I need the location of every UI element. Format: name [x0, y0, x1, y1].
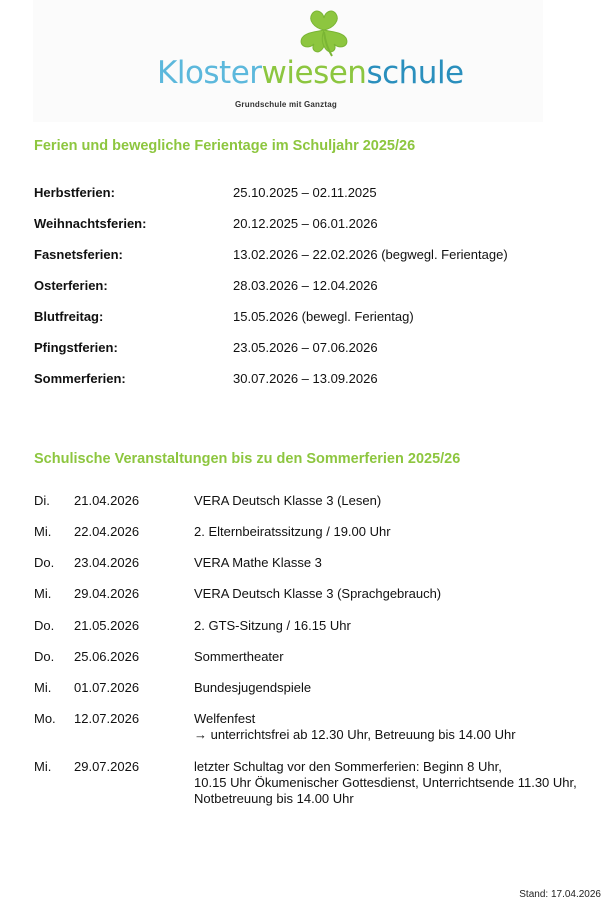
- holiday-row: [0, 340, 615, 360]
- event-date: 25.06.2026: [74, 649, 140, 664]
- event-description-line: VERA Deutsch Klasse 3 (Lesen): [194, 493, 382, 508]
- event-description-line: 2. Elternbeiratssitzung / 19.00 Uhr: [194, 524, 391, 539]
- event-description-line: letzter Schultag vor den Sommerferien: Beginn 8 Uhr,: [194, 759, 502, 774]
- holiday-label: Pfingstferien:: [34, 340, 118, 355]
- event-description-line: VERA Deutsch Klasse 3 (Sprachgebrauch): [194, 586, 442, 601]
- holidays-title: Ferien und bewegliche Ferientage im Schuljahr 2025/26: [34, 138, 416, 154]
- holiday-row: [0, 216, 615, 236]
- holiday-row: [0, 278, 615, 298]
- logo-tagline: Grundschule mit Ganztag: [235, 100, 337, 109]
- event-description-line: 10.15 Uhr Ökumenischer Gottesdienst, Unterrichtsende 11.30 Uhr,: [194, 775, 577, 790]
- event-date: 29.07.2026: [74, 759, 140, 774]
- event-description: [194, 493, 599, 509]
- holiday-dates: 23.05.2026 – 07.06.2026: [233, 340, 378, 355]
- holiday-label: Fasnetsferien:: [34, 247, 123, 262]
- logo-wordmark-part-1: Kloster: [157, 55, 262, 91]
- event-weekday: Di.: [34, 493, 50, 508]
- event-description-line: Notbetreuung bis 14.00 Uhr: [194, 791, 354, 806]
- event-date: 01.07.2026: [74, 680, 140, 695]
- events-title: Schulische Veranstaltungen bis zu den Sommerferien 2025/26: [34, 451, 461, 467]
- event-description: [194, 524, 599, 540]
- event-description: [194, 680, 599, 696]
- logo-wordmark: [157, 55, 464, 91]
- logo-wordmark-part-3: schule: [366, 55, 464, 91]
- document-date-stamp: Stand: 17.04.2026: [519, 889, 601, 900]
- holiday-row: [0, 247, 615, 267]
- holiday-dates: 15.05.2026 (bewegl. Ferientag): [233, 309, 414, 324]
- event-description: [194, 555, 599, 571]
- holiday-dates: 28.03.2026 – 12.04.2026: [233, 278, 378, 293]
- event-date: 21.05.2026: [74, 618, 140, 633]
- event-date: 21.04.2026: [74, 493, 140, 508]
- holiday-label: Weihnachtsferien:: [34, 216, 147, 231]
- event-date: 23.04.2026: [74, 555, 140, 570]
- event-weekday: Do.: [34, 555, 55, 570]
- event-date: 12.07.2026: [74, 711, 140, 726]
- school-logo: [0, 0, 615, 122]
- holiday-row: [0, 185, 615, 205]
- holiday-dates: 13.02.2026 – 22.02.2026 (begwegl. Ferientage): [233, 247, 508, 262]
- event-weekday: Mo.: [34, 711, 56, 726]
- event-date: 22.04.2026: [74, 524, 140, 539]
- event-weekday: Mi.: [34, 759, 52, 774]
- event-weekday: Mi.: [34, 680, 52, 695]
- event-description-line: 2. GTS-Sitzung / 16.15 Uhr: [194, 618, 351, 633]
- holiday-label: Osterferien:: [34, 278, 108, 293]
- event-description-line: VERA Mathe Klasse 3: [194, 555, 322, 570]
- clover-icon: [296, 6, 352, 58]
- event-description: [194, 711, 599, 743]
- holiday-dates: 30.07.2026 – 13.09.2026: [233, 371, 378, 386]
- event-description: [194, 649, 599, 665]
- event-description-line: Sommertheater: [194, 649, 284, 664]
- holiday-label: Blutfreitag:: [34, 309, 104, 324]
- holiday-dates: 25.10.2025 – 02.11.2025: [233, 185, 377, 200]
- event-description: [194, 586, 599, 602]
- holiday-row: [0, 309, 615, 329]
- event-weekday: Do.: [34, 649, 55, 664]
- holiday-label: Herbstferien:: [34, 185, 115, 200]
- event-description: [194, 618, 599, 634]
- event-description-line: Bundesjugendspiele: [194, 680, 312, 695]
- event-weekday: Mi.: [34, 524, 52, 539]
- event-description: [194, 759, 599, 807]
- holiday-row: [0, 371, 615, 391]
- event-date: 29.04.2026: [74, 586, 140, 601]
- holiday-label: Sommerferien:: [34, 371, 126, 386]
- event-weekday: Mi.: [34, 586, 52, 601]
- holiday-dates: 20.12.2025 – 06.01.2026: [233, 216, 378, 231]
- logo-wordmark-part-2: wiesen: [261, 55, 367, 91]
- event-description-line: Welfenfest: [194, 711, 256, 726]
- event-description-line: → unterrichtsfrei ab 12.30 Uhr, Betreuung bis 14.00 Uhr: [194, 727, 516, 742]
- event-weekday: Do.: [34, 618, 55, 633]
